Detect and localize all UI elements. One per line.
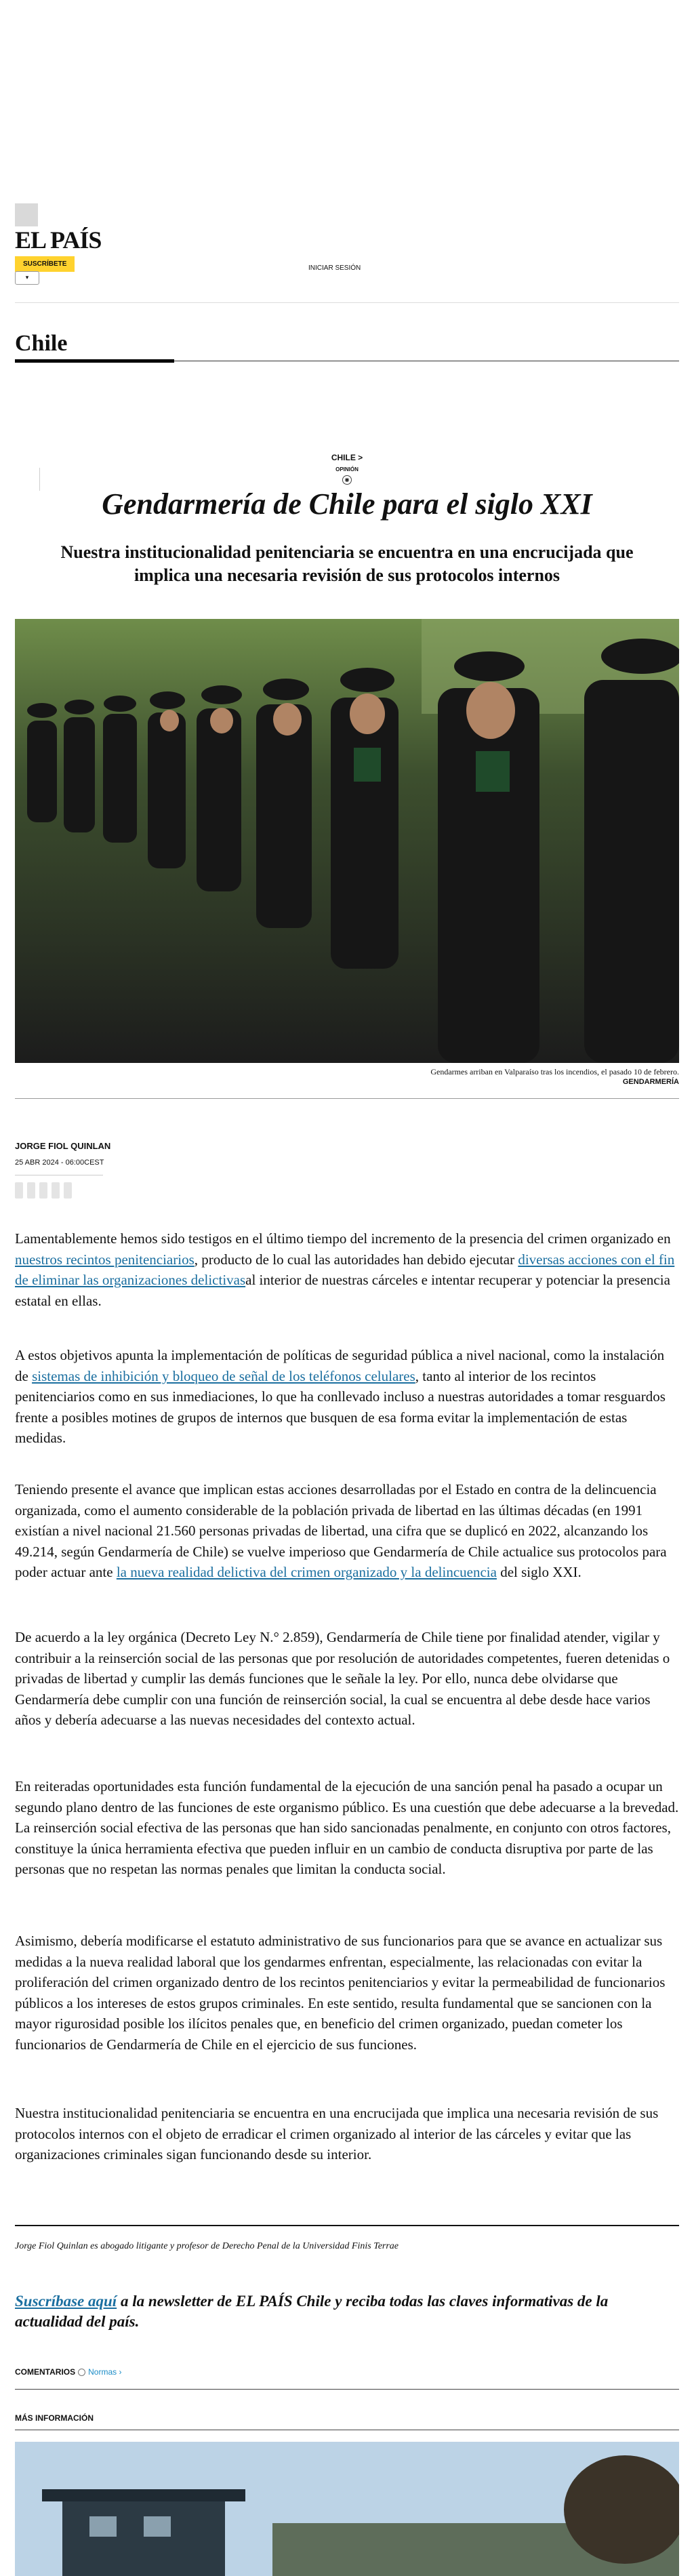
p2-text-a: A estos objetivos apunta la implementación de políticas de seguridad pública a nivel nacional, como la instalación de [15,1347,665,1384]
article-deck: Nuestra institucionalidad penitenciaria se encuentra en una encrucijada que implica una necesaria revisión de sus protocolos internos [60,542,634,585]
photo-credit: GENDARMERÍA [622,1078,679,1086]
p1-link-penitentiary[interactable]: nuestros recintos penitenciarios [15,1251,195,1268]
p3-text-a: Teniendo presente el avance que implican estas acciones desarrolladas por el Estado en contra de la delincuencia organizada, como el aumento considerable de la población privada de libertad en las últimas décadas (en 1991 existían a nivel nacional 21.560 personas privadas de libertad, una cifra que se duplicó en 2022, alcanzando los 49.214, según Gendarmería de Chile) se vuelve imperioso que Gendarmería de Chile actualice sus protocolos para poder actuar ante [15,1481,667,1580]
section-title[interactable]: Chile [15,331,68,356]
related-photo[interactable] [15,2442,679,2576]
comments-label[interactable]: COMENTARIOS [15,2367,76,2377]
article-headline: Gendarmería de Chile para el siglo XXI [102,487,592,521]
p3-text-b: del siglo XXI. [496,1564,581,1580]
author-name[interactable]: JORGE FIOL QUINLAN [15,1141,111,1151]
related-photo-illustration [15,2442,679,2576]
caption-text: Gendarmes arriban en Valparaíso tras los incendios, el pasado 10 de febrero. [430,1067,679,1076]
author-bio: Jorge Fiol Quinlan es abogado litigante y profesor de Derecho Penal de la Universidad Finis Terrae [15,2241,399,2251]
more-info-label: MÁS INFORMACIÓN [15,2413,94,2423]
paragraph-2 [15,1345,679,1449]
photo-caption [15,1067,679,1087]
comment-icon[interactable] [64,1182,72,1199]
comments-count-icon [78,2369,85,2376]
kicker-block [0,453,694,485]
p1-text-b: , producto de lo cual las autoridades han debido ejecutar [194,1251,518,1268]
photo-illustration [15,619,679,1063]
share-link-icon[interactable] [52,1182,60,1199]
p1-text-a: Lamentablemente hemos sido testigos en el último tiempo del incremento de la presencia del crimen organizado en [15,1230,671,1247]
site-logo[interactable]: EL PAÍS [15,226,102,254]
kicker-link[interactable]: CHILE > [331,453,363,462]
newsletter-promo [15,2291,679,2332]
paragraph-6: Asimismo, debería modificarse el estatuto administrativo de sus funcionarios para que se avance en actualizar sus medidas a la nueva realidad laboral que los gendarmes enfrentan, especialmente, las relacionadas con evitar la proliferación del crimen organizado dentro de los recintos penitenciarios y evitar la permeabilidad de funcionarios públicos a los intereses de estos grupos criminales. En este sentido, resulta fundamental que se sancionen con la mayor rigurosidad posible los ilícitos penales que, en beneficio del crimen organizado, puedan cometer los funcionarios de Gendarmería de Chile en el ejercicio de sus funciones. [15,1933,666,2053]
share-twitter-icon[interactable] [27,1182,35,1199]
caption-divider [15,1098,679,1099]
header-divider [15,302,679,303]
login-link[interactable]: INICIAR SESIÓN [308,264,361,272]
comments-divider [15,2389,679,2390]
newsletter-link[interactable]: Suscríbase aquí [15,2293,117,2310]
paragraph-3 [15,1479,679,1583]
paragraph-4: De acuerdo a la ley orgánica (Decreto Ley N.° 2.859), Gendarmería de Chile tiene por finalidad atender, vigilar y contribuir a la reinserción social de las personas que por resolución de autoridades competentes, fueren detenidas o privadas de libertad y cumplir las demás funciones que le señale la ley. Por ello, nunca debe olvidarse que Gendarmería debe cumplir con una función de reinserción social, la cual se encuentra al debe desde hace varios años y debería adecuarse a las nuevas necesidades del contexto actual. [15,1629,670,1728]
p1-link-actions[interactable]: diversas acciones con el fin de eliminar las organizaciones delictivas [15,1251,675,1288]
opinion-icon: ◉ [342,475,352,485]
masthead [15,203,679,281]
share-linkedin-icon[interactable] [39,1182,47,1199]
p2-text-b: , tanto al interior de los recintos penitenciarios como en sus inmediaciones, lo que ha conllevado incluso a nuestras autoridades a tomar resguardos frente a posibles motines de grupos de internos que busquen de esa forma evitar la implementación de estas medidas. [15,1367,666,1446]
newsletter-text: a la newsletter de EL PAÍS Chile y reciba todas las claves informativas de la actualidad del país. [15,2293,609,2330]
article-photo [15,619,679,1063]
p3-link-new-reality[interactable]: la nueva realidad delictiva del crimen organizado y la delincuencia [116,1564,497,1580]
placeholder-square [15,203,38,226]
bio-divider [15,2225,679,2226]
paragraph-7: Nuestra institucionalidad penitenciaria se encuentra en una encrucijada que implica una necesaria revisión de sus protocolos internos con el objeto de erradicar el crimen organizado al interior de las cárceles y evitar que las organizaciones criminales sigan funcionando desde su interior. [15,2105,659,2162]
section-underline [15,359,174,363]
menu-icon[interactable]: ▾ [15,271,39,285]
opinion-label: OPINIÓN [335,466,359,472]
share-facebook-icon[interactable] [15,1182,23,1199]
p2-link-inhibition[interactable]: sistemas de inhibición y bloqueo de señal de los teléfonos celulares [32,1367,415,1384]
publish-date: 25 ABR 2024 - 06:00CEST [15,1159,104,1167]
paragraph-5: En reiteradas oportunidades esta función fundamental de la ejecución de una sanción penal ha pasado a ocupar un segundo plano dentro de las funciones de este organismo público. Es una cuestión que debe adecuarse a la brevedad. La reinserción social efectiva de las personas que han sido sancionadas penalmente, en conjunto con otros factores, constituye la única herramienta efectiva que pueden influir en un cambio de conducta disruptiva por parte de las personas que no respetan las normas penales que limitan la conducta social. [15,1778,679,1877]
paragraph-1 [15,1228,679,1311]
subscribe-button[interactable]: SUSCRÍBETE [15,256,75,272]
share-buttons [15,1182,72,1199]
normas-link[interactable]: Normas › [88,2367,122,2377]
p1-text-c: al interior de nuestras cárceles e intentar recuperar y potenciar la presencia estatal en ellas. [15,1272,670,1309]
comments-row [15,2367,121,2377]
